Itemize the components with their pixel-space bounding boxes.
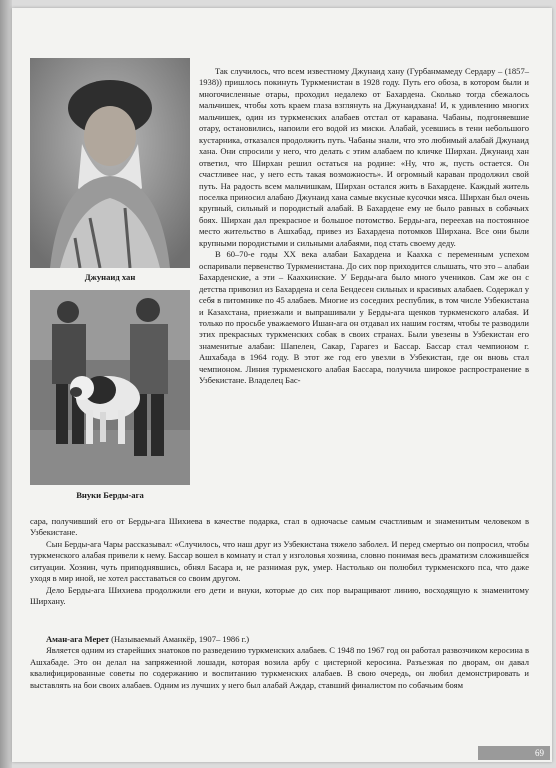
paragraph-bassar-owner: сара, получивший его от Берды-ага Шихиева в качестве подарка, стал в одночасье самым счастливым и знаменитым человеком в Узбекистане. bbox=[30, 516, 529, 538]
caption-junaid-khan: Джунаид хан bbox=[84, 272, 136, 282]
aman-section bbox=[30, 634, 529, 691]
aman-name: Аман-ага Мерет bbox=[46, 634, 110, 644]
aman-aka: (Называемый Аманкёр, 1907– 1986 г.) bbox=[109, 634, 250, 644]
paragraph-aman-merет: Является одним из старейших знатоков по разведению туркменских алабаев. С 1948 по 1967 год он работал развозчиком керосина в Ашхабаде. Это он делал на запряженной лошади, которая возила арбу с цистерной керосина. Разъезжая по дворам, он давал квалифицированные советы по содержанию и воспитанию туркменских алабаев. В свою очередь, он любил демонстрировать и выставлять на бои своих алабаев. Одним из лучших у него был алабай Аждар, ставший финалистом по собачьим боям bbox=[30, 645, 529, 690]
page-number: 69 bbox=[478, 746, 550, 760]
full-width-text bbox=[30, 516, 529, 608]
caption-grandsons: Внуки Берды-ага bbox=[76, 490, 144, 500]
paragraph-descendants: Дело Берды-ага Шихиева продолжили его дети и внуки, которые до сих пор выращивают линию, восходящую к знаменитому Ширхану. bbox=[30, 584, 529, 607]
paragraph-chary-story: Сын Берды-ага Чары рассказывал: «Случилось, что наш друг из Узбекистана тяжело заболел. И перед смертью он попросил, чтобы туркменского алабая привели к нему. Бассар вошел в комнату и стал у изголовья хозяина, словно понимая весь драматизм сложившейся ситуации. Хозяин, чуть приподнявшись, обнял Басара и, не разнимая рук, умер. Настолько он полюбил туркменского пса, что даже уходя в мир иной, не хотел расставаться со своим другом. bbox=[30, 538, 529, 584]
paragraph-junaid-story: Так случилось, что всем известному Джунаид хану (Гурбанмамеду Сердару – (1857–1938)) пришлось покинуть Туркменистан в 1928 году. Путь его обоза, в котором были и многочисленные отары, проходил недалеко от Бахардена. Сколько тогда сбежалось мальчишек, чтобы хоть краем глаза взглянуть на Джунаидхана! И, к удивлению многих мальчишек, один из туркменских алабаев отстал от каравана. Чабаны, подгоняевшие отару, остановились, напоили его водой из миски. Алабай, усевшись в тени небольшого кустарника, отказался продолжить путь. Чабаны знали, что это любимый алабай Джунаид хана. Они спросили у него, что делать с этим алабаем по кличке Ширхан. Джунаид хан ответил, что Ширхан решил остаться на родине: «Ну, что ж, пусть остается. Он счастливее нас, у него есть такая возможность». И огромный караван продолжил свой путь. На радость всем мальчишкам, Ширхан остался жить в Бахардене. Каждый житель поселка приносил алабаю Джунаид хана самые вкусные кусочки мяса. Ширхан был очень крупный, сильный и породистый алабай. В Бахардене ему не было равных в собачьих боях. Ширхан дал прекрасное и большое потомство. Берды-ага, переехав на постоянное место жительство в Ашхабад, привез из Бахардена потомков Ширхана. Все они были крупными породистыми и сильными алабаями, под стать своему деду. bbox=[199, 66, 529, 248]
photo-junaid-khan bbox=[30, 58, 190, 268]
binder-edge bbox=[0, 0, 12, 768]
right-column-text bbox=[199, 66, 529, 387]
photo-grandsons bbox=[30, 290, 190, 485]
paragraph-bakharden-kaahka: В 60–70-е годы XX века алабаи Бахардена и Каахка с переменным успехом оспаривали первенство Туркменистана. До сих пор приходится слышать, что это – алабаи Бахарденские, а эти – Каахкинские. У Берды-ага было много учеников. Сам же он с детства привозил из Бахардена и села Бендесен сильных и красивых алабаев. Содержал у себя в питомнике по 45 алабаев. Многие из соседних республик, в том числе Узбекистана и Казахстана, приезжали и выпрашивали у Берды-ага щенков туркменского алабая. И только по просьбе уважаемого Ишан-ага он отдавал их нашим гостям, чтобы те разводили этих прекрасных туркменских собак в своих странах. Были увезены в Узбекистан его знаменитые алабаи: Шапелен, Сакар, Гарагез и Бассар. Бассар стал чемпионом г. Ашхабада в 1964 году. В этот же год его увезли в Узбекистан, где он вновь стал чемпионом. Линия туркменского алабая Бассара, получила широкое распространение в Узбекистане. Владелец Бас- bbox=[199, 249, 529, 386]
